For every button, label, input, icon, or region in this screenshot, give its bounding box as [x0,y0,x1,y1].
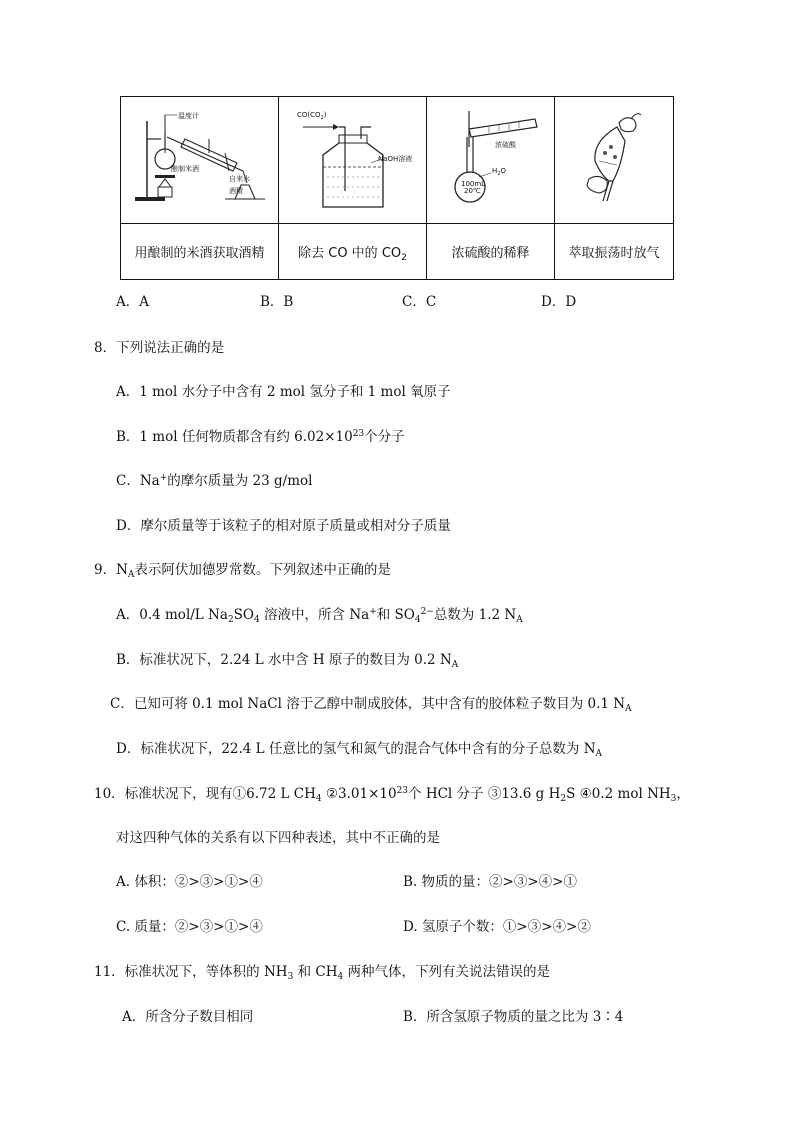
q9-stem: 9．$N_A$表示阿伏加德罗常数。下列叙述中正确的是 [94,562,391,580]
q11-stem: 11．标准状况下，等体积的 $NH_3$ 和 $CH_4$ 两种气体，下列有关说法错误的是 [94,964,551,982]
caption-dilution: 浓硫酸的稀释 [427,224,555,280]
flask-volume-label: 100mL [460,180,485,188]
q10-stem-line2: 对这四种气体的关系有以下四种表述，其中不正确的是 [116,830,440,846]
q10-option-d: D. 氢原子个数：①>③>④>② [403,919,591,935]
alcohol-label: 酒精 [228,187,243,195]
q7-option-d: D．D [541,294,577,310]
q10-stem: 10．标准状况下，现有①6.72 L $CH_4$ $②3.01\times 10^{23}$个 HCl 分子 ③13.6 g $H_2S$ ④0.2 mol $NH_3$， [94,786,690,804]
q11-option-b: B．所含氢原子物质的量之比为 3∶4 [403,1009,624,1025]
dilution-apparatus-icon [429,101,553,219]
q7-option-a: A．A [116,294,149,310]
distillation-apparatus-cell [121,97,279,224]
q9-option-b: B．标准状况下，2.24 L 水中含 H 原子的数目为 0.2 $N_A$ [116,652,459,670]
q9-option-a: A．0.4 mol/L $Na_2SO_4$ 溶液中，所含 Na+和 $SO_4^{2-}$总数为 1.2 $N_A$ [116,607,523,625]
dilution-apparatus-cell [427,97,555,224]
q8-option-a: A．1 mol 水分子中含有 2 mol 氢分子和 1 mol 氧原子 [116,384,451,400]
cooling-water-label: 自来水 [228,175,250,183]
gas-washing-bottle-icon [283,101,423,219]
q8-option-b: B．1 mol 任何物质都含有约 $6.02\times 10^{23}$个分子 [116,429,405,445]
caption-extraction: 萃取振荡时放气 [555,224,674,280]
q10-option-a: A. 体积：②>③>①>④ [116,874,263,890]
rice-wine-label: 酿制米酒 [170,165,199,173]
q10-option-b: B. 物质的量：②>③>④>① [403,874,577,890]
q7-option-c: C．C [402,294,437,310]
q8-option-c: C．Na+的摩尔质量为 23 g/mol [116,473,313,489]
water-label: $H_2O$ [491,167,506,177]
distillation-apparatus-icon [125,101,275,219]
q10-option-c: C. 质量：②>③>①>④ [116,919,263,935]
q9-option-d: D．标准状况下，22.4 L 任意比的氢气和氮气的混合气体中含有的分子总数为 $N_A$ [116,741,603,759]
q9-option-c: C．已知可将 0.1 mol NaCl 溶于乙醇中制成胶体，其中含有的胶体粒子数目为 0.1 $N_A$ [110,696,632,714]
naoh-label: NaOH溶液 [377,155,412,163]
q11-option-a: A．所含分子数目相同 [122,1009,254,1025]
flask-temp-label: 20℃ [463,187,481,195]
caption-distillation: 用酿制的米酒获取酒精 [121,224,279,280]
caption-gas-washing: 除去 CO 中的 $CO_2$ [279,224,427,280]
separatory-funnel-icon [559,101,669,219]
separatory-funnel-cell [555,97,674,224]
gas-washing-bottle-cell [279,97,427,224]
thermometer-label: 温度计 [177,112,199,120]
q8-stem: 8．下列说法正确的是 [94,340,225,356]
gas-in-label: $CO(CO_2)$ [296,111,326,121]
q8-option-d: D．摩尔质量等于该粒子的相对原子质量或相对分子质量 [116,518,451,534]
apparatus-table [120,96,674,280]
q7-option-b: B．B [260,294,294,310]
conc-acid-label: 浓硫酸 [494,141,516,149]
